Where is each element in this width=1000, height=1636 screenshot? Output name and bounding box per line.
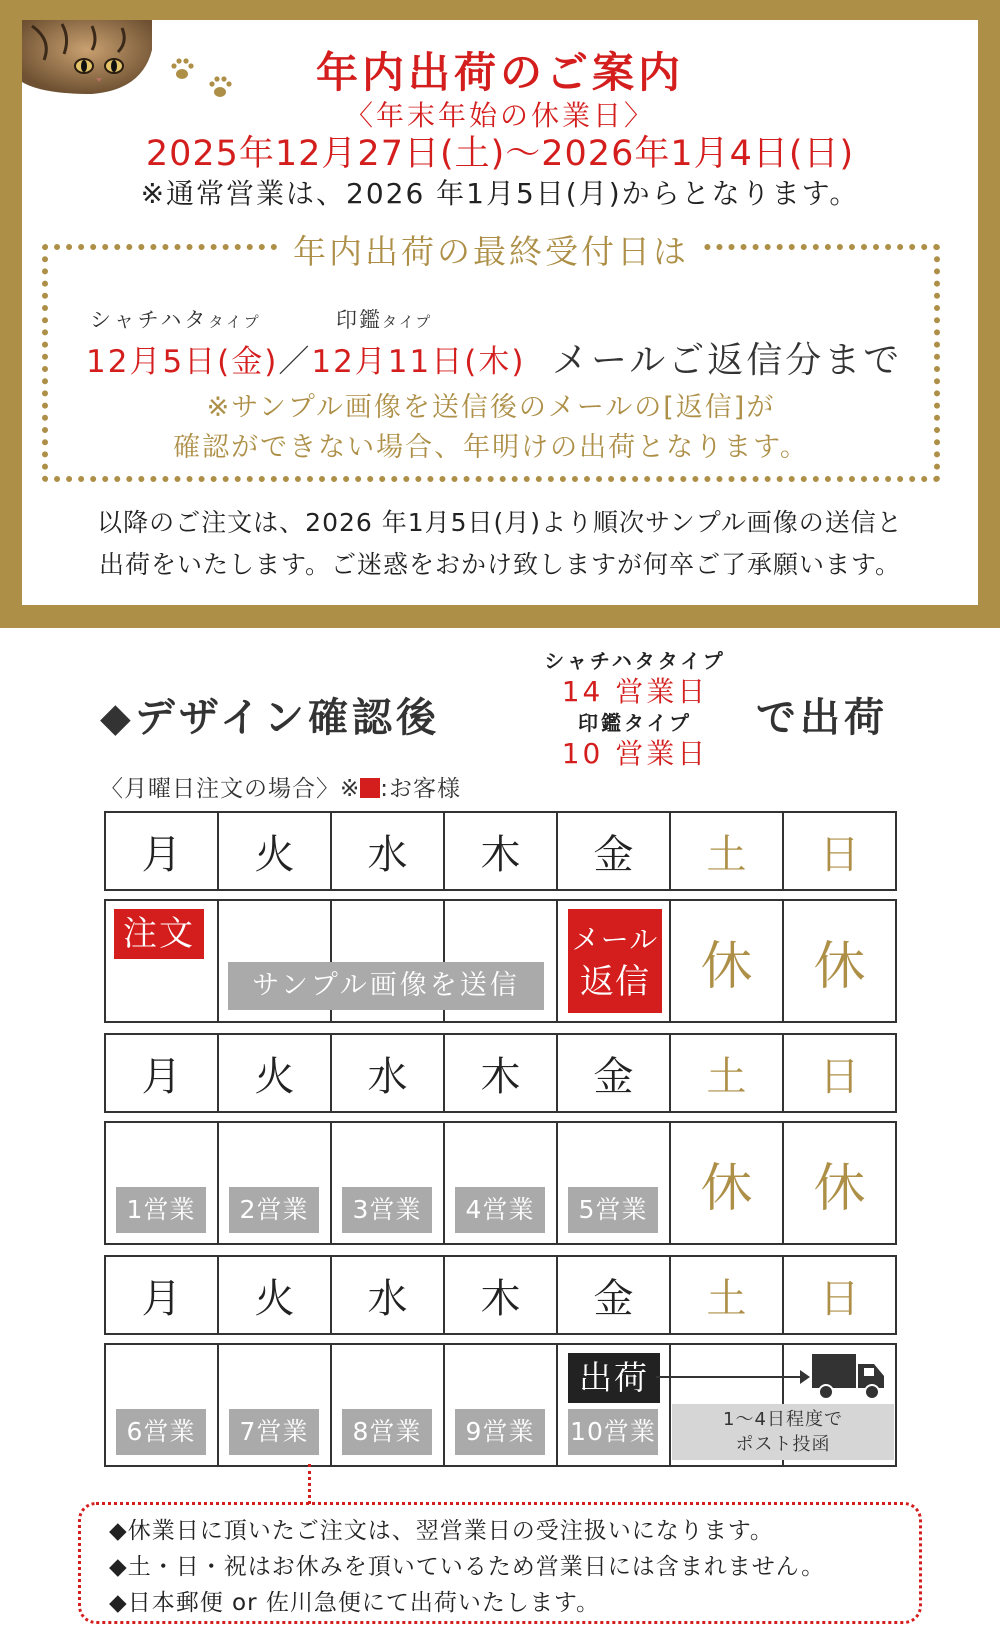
day-wed: 水 xyxy=(331,812,444,890)
cell-biz xyxy=(105,1344,218,1466)
deadline-title: 年内出荷の最終受付日は xyxy=(48,226,934,273)
customer-legend-swatch xyxy=(360,778,380,798)
business-day-tag: 1営業 xyxy=(116,1187,206,1233)
day-sun: 日 xyxy=(783,812,896,890)
day-tue: 火 xyxy=(218,1256,331,1334)
holiday-mark: 休 xyxy=(700,936,753,997)
day-mon: 月 xyxy=(105,1034,218,1112)
business-day-tag: 3営業 xyxy=(342,1187,432,1233)
callout-tail xyxy=(308,1464,311,1504)
note-line: ◆日本郵便 or 佐川急便にて出荷いたします。 xyxy=(109,1590,600,1616)
truck-icon xyxy=(812,1352,886,1402)
notice-frame xyxy=(0,0,1000,628)
inkan-type-label: 印鑑タイプ xyxy=(578,711,692,735)
day-fri: 金 xyxy=(557,1034,670,1112)
deadline-suffix: メールご返信分まで xyxy=(552,340,903,381)
day-mon: 月 xyxy=(105,1256,218,1334)
cell-sat-holiday xyxy=(670,900,783,1022)
design-heading xyxy=(100,648,900,770)
week1-days xyxy=(104,811,897,891)
holiday-mark: 休 xyxy=(700,1158,753,1219)
holiday-period: 2025年12月27日(土)～2026年1月4日(日) xyxy=(145,134,855,174)
date-shachihata: 12月5日(金) xyxy=(86,344,279,380)
day-tue: 火 xyxy=(218,1034,331,1112)
week2-days xyxy=(104,1033,897,1113)
week2-events xyxy=(104,1121,897,1245)
holiday-mark: 休 xyxy=(813,1158,866,1219)
day-thu: 木 xyxy=(444,812,557,890)
ship-arrow-line xyxy=(656,1376,804,1378)
notice-title: 年内出荷のご案内 xyxy=(315,48,684,97)
cell-ship xyxy=(557,1344,670,1466)
deadline-row xyxy=(66,296,926,381)
deadline-warning: ※サンプル画像を送信後のメールの[返信]が 確認ができない場合、年明けの出荷となります。 xyxy=(173,392,809,463)
business-day-tag: 5営業 xyxy=(568,1187,658,1233)
post-delivery-box: 1～4日程度で ポスト投函 xyxy=(672,1404,894,1460)
cell-sat-holiday xyxy=(670,1122,783,1244)
business-day-tag: 4営業 xyxy=(455,1187,545,1233)
deadline-dates xyxy=(86,336,525,381)
holiday-note: ※通常営業は、2026 年1月5日(月)からとなります。 xyxy=(140,177,860,210)
day-wed: 水 xyxy=(331,1034,444,1112)
deadline-box xyxy=(42,232,940,482)
cell-biz xyxy=(557,1122,670,1244)
day-mon: 月 xyxy=(105,812,218,890)
cell-biz xyxy=(218,1122,331,1244)
day-sat: 土 xyxy=(670,1034,783,1112)
ship-tag: 出荷 xyxy=(568,1353,660,1403)
note-line: ◆土・日・祝はお休みを頂いているため営業日には含まれません。 xyxy=(109,1554,826,1580)
design-right-text: で出荷 xyxy=(756,695,888,741)
day-sun: 日 xyxy=(783,1256,896,1334)
day-sat: 土 xyxy=(670,812,783,890)
cell-order xyxy=(105,900,218,1022)
type-inkan-label: 印鑑タイプ xyxy=(336,308,433,332)
cell-biz xyxy=(331,1122,444,1244)
date-separator: ／ xyxy=(278,344,312,380)
day-sun: 日 xyxy=(783,1034,896,1112)
cell-biz xyxy=(444,1344,557,1466)
ship-arrow-head xyxy=(800,1370,810,1384)
business-day-tag: 10営業 xyxy=(568,1409,658,1455)
mail-reply-tag: メール 返信 xyxy=(568,909,662,1013)
note-line: ◆休業日に頂いたご注文は、翌営業日の受注扱いになります。 xyxy=(109,1518,774,1544)
cell-biz xyxy=(105,1122,218,1244)
day-sat: 土 xyxy=(670,1256,783,1334)
business-day-tag: 9営業 xyxy=(455,1409,545,1455)
business-day-tag: 8営業 xyxy=(342,1409,432,1455)
shachihata-days: 14 営業日 xyxy=(561,675,709,708)
day-tue: 火 xyxy=(218,812,331,890)
design-type-durations xyxy=(530,648,740,772)
day-wed: 水 xyxy=(331,1256,444,1334)
week3-days xyxy=(104,1255,897,1335)
business-day-tag: 6営業 xyxy=(116,1409,206,1455)
cell-sun-holiday xyxy=(783,900,896,1022)
after-note: 以降のご注文は、2026 年1月5日(月)より順次サンプル画像の送信と 出荷をいたします。ご迷惑をおかけ致しますが何卒ご了承願います。 xyxy=(97,508,903,579)
notice-panel xyxy=(22,20,978,605)
holiday-label: 〈年末年始の休業日〉 xyxy=(344,99,655,132)
day-fri: 金 xyxy=(557,812,670,890)
holiday-mark: 休 xyxy=(813,936,866,997)
type-shachihata-label: シャチハタタイプ xyxy=(90,308,262,332)
business-day-tag: 7営業 xyxy=(229,1409,319,1455)
date-inkan: 12月11日(木) xyxy=(311,344,526,380)
design-left-text: ◆デザイン確認後 xyxy=(100,695,440,741)
notes-box xyxy=(78,1502,922,1624)
case-label: 〈月曜日注文の場合〉※ :お客様 xyxy=(100,776,462,802)
shachihata-type-label: シャチハタタイプ xyxy=(544,649,726,673)
cell-biz xyxy=(218,1344,331,1466)
sample-image-send-tag: サンプル画像を送信 xyxy=(228,962,544,1010)
day-thu: 木 xyxy=(444,1034,557,1112)
cell-biz xyxy=(331,1344,444,1466)
day-thu: 木 xyxy=(444,1256,557,1334)
cell-mail-reply xyxy=(557,900,670,1022)
cell-biz xyxy=(444,1122,557,1244)
order-tag: 注文 xyxy=(114,909,204,959)
inkan-days: 10 営業日 xyxy=(561,737,709,770)
cell-sun-holiday xyxy=(783,1122,896,1244)
business-day-tag: 2営業 xyxy=(229,1187,319,1233)
day-fri: 金 xyxy=(557,1256,670,1334)
